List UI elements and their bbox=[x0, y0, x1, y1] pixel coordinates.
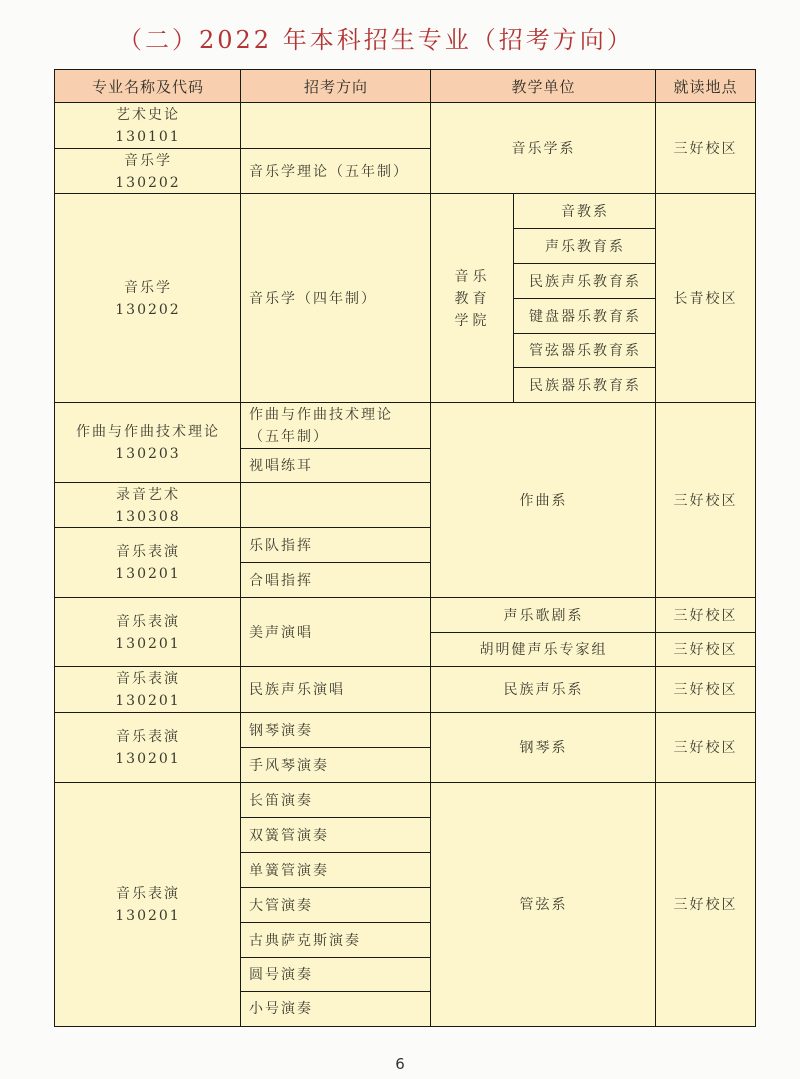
direction-cell: 视唱练耳 bbox=[240, 448, 432, 484]
header-unit: 教学单位 bbox=[430, 69, 657, 104]
sub-unit-cell: 管弦器乐教育系 bbox=[513, 333, 657, 369]
direction-cell: 单簧管演奏 bbox=[240, 852, 432, 889]
major-code: 130308 bbox=[115, 508, 181, 525]
major-code: 130202 bbox=[115, 174, 181, 191]
direction-cell: 合唱指挥 bbox=[240, 562, 432, 599]
major-name: 音乐学 bbox=[123, 279, 172, 296]
direction-cell bbox=[240, 102, 432, 150]
unit-cell: 胡明健声乐专家组 bbox=[430, 632, 657, 668]
direction-cell: 音乐学（四年制） bbox=[240, 193, 432, 404]
major-code: 130201 bbox=[115, 693, 181, 709]
location-cell: 三好校区 bbox=[655, 402, 756, 599]
college-line: 学院 bbox=[454, 312, 491, 329]
major-cell bbox=[54, 666, 242, 714]
major-code: 130202 bbox=[115, 301, 181, 318]
major-code: 130201 bbox=[115, 635, 181, 652]
major-cell bbox=[54, 782, 242, 1027]
direction-line: 作曲与作曲技术理论 bbox=[249, 407, 393, 423]
unit-cell: 钢琴系 bbox=[430, 712, 657, 784]
direction-cell: 乐队指挥 bbox=[240, 527, 432, 564]
sub-unit-cell: 民族器乐教育系 bbox=[513, 367, 657, 404]
college-line: 音乐 bbox=[454, 268, 491, 285]
direction-cell: 音乐学理论（五年制） bbox=[240, 148, 432, 195]
major-name: 音乐表演 bbox=[115, 885, 180, 902]
college-cell bbox=[430, 193, 515, 404]
major-cell bbox=[54, 597, 242, 668]
direction-cell: 圆号演奏 bbox=[240, 957, 432, 993]
major-name: 音乐学 bbox=[123, 152, 172, 169]
location-cell: 长青校区 bbox=[655, 193, 756, 404]
direction-cell: 古典萨克斯演奏 bbox=[240, 922, 432, 959]
location-cell: 三好校区 bbox=[655, 666, 756, 714]
page-number: 6 bbox=[395, 1055, 405, 1073]
major-code: 130101 bbox=[115, 129, 181, 145]
direction-line: （五年制） bbox=[249, 429, 329, 445]
direction-cell: 手风琴演奏 bbox=[240, 747, 432, 784]
sub-unit-cell: 音教系 bbox=[513, 193, 657, 230]
major-name: 艺术史论 bbox=[115, 107, 180, 123]
major-name: 录音艺术 bbox=[115, 486, 180, 503]
header-direction: 招考方向 bbox=[240, 69, 432, 104]
major-name: 音乐表演 bbox=[115, 544, 180, 560]
major-cell bbox=[54, 712, 242, 784]
page-title: （二）2022 年本科招生专业（招考方向） bbox=[118, 26, 634, 54]
major-code: 130201 bbox=[115, 566, 181, 582]
unit-cell: 管弦系 bbox=[430, 782, 657, 1027]
unit-cell: 声乐歌剧系 bbox=[430, 597, 657, 634]
header-major: 专业名称及代码 bbox=[54, 69, 242, 104]
major-cell bbox=[54, 148, 242, 195]
major-name: 音乐表演 bbox=[115, 671, 180, 687]
direction-cell bbox=[240, 402, 432, 450]
location-cell: 三好校区 bbox=[655, 712, 756, 784]
direction-cell: 民族声乐演唱 bbox=[240, 666, 432, 714]
direction-cell: 大管演奏 bbox=[240, 887, 432, 924]
unit-cell: 作曲系 bbox=[430, 402, 657, 599]
location-cell: 三好校区 bbox=[655, 782, 756, 1027]
sub-unit-cell: 民族声乐教育系 bbox=[513, 263, 657, 300]
major-cell bbox=[54, 527, 242, 599]
direction-cell: 双簧管演奏 bbox=[240, 817, 432, 854]
header-location: 就读地点 bbox=[655, 69, 756, 104]
direction-cell bbox=[240, 482, 432, 529]
major-code: 130201 bbox=[115, 907, 181, 924]
direction-cell: 小号演奏 bbox=[240, 991, 432, 1027]
major-name: 音乐表演 bbox=[115, 613, 180, 630]
location-cell: 三好校区 bbox=[655, 102, 756, 195]
unit-cell: 音乐学系 bbox=[430, 102, 657, 195]
sub-unit-cell: 键盘器乐教育系 bbox=[513, 298, 657, 335]
location-cell: 三好校区 bbox=[655, 632, 756, 668]
major-name: 音乐表演 bbox=[115, 729, 180, 745]
major-cell bbox=[54, 482, 242, 529]
direction-cell: 钢琴演奏 bbox=[240, 712, 432, 749]
unit-cell: 民族声乐系 bbox=[430, 666, 657, 714]
location-cell: 三好校区 bbox=[655, 597, 756, 634]
major-cell bbox=[54, 193, 242, 404]
major-code: 130203 bbox=[115, 446, 181, 462]
direction-cell: 长笛演奏 bbox=[240, 782, 432, 819]
direction-cell: 美声演唱 bbox=[240, 597, 432, 668]
major-name: 作曲与作曲技术理论 bbox=[76, 424, 220, 440]
major-cell bbox=[54, 402, 242, 484]
major-code: 130201 bbox=[115, 751, 181, 767]
major-cell bbox=[54, 102, 242, 150]
sub-unit-cell: 声乐教育系 bbox=[513, 228, 657, 265]
college-line: 教育 bbox=[454, 290, 491, 307]
